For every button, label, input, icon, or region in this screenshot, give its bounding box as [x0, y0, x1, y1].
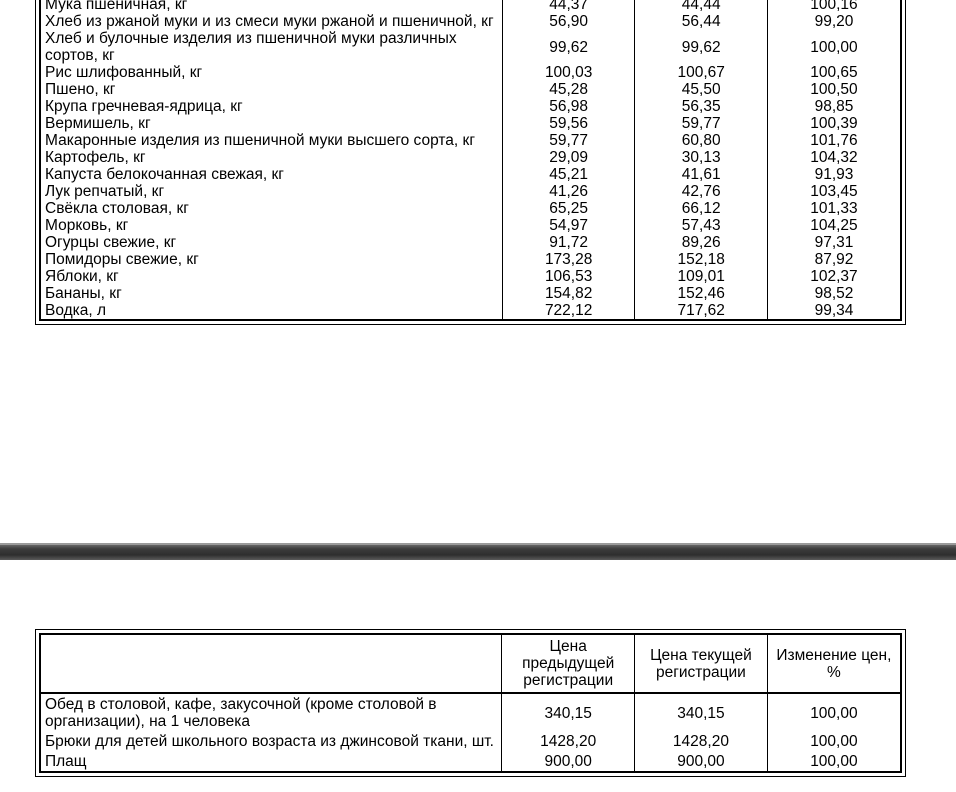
price-change: 98,85 [767, 98, 901, 115]
price-change: 87,92 [767, 251, 901, 268]
price-change: 100,39 [767, 115, 901, 132]
table-row [40, 115, 901, 132]
curr-price: 59,77 [635, 115, 768, 132]
product-name: Огурцы свежие, кг [40, 234, 502, 251]
product-name: Бананы, кг [40, 285, 502, 302]
product-name: Яблоки, кг [40, 268, 502, 285]
table-row [40, 30, 901, 64]
product-name: Хлеб и булочные изделия из пшеничной муки различных сортов, кг [40, 30, 502, 64]
prev-price: 91,72 [502, 234, 635, 251]
product-name: Рис шлифованный, кг [40, 64, 502, 81]
table-row [40, 183, 901, 200]
prev-price: 45,21 [502, 166, 635, 183]
price-table-services [35, 629, 906, 777]
table-row [40, 285, 901, 302]
price-change: 101,33 [767, 200, 901, 217]
curr-price: 1428,20 [635, 731, 768, 751]
product-name: Обед в столовой, кафе, закусочной (кроме столовой в организации), на 1 человека [40, 693, 502, 731]
curr-price: 41,61 [635, 166, 768, 183]
price-change: 99,34 [767, 302, 901, 320]
product-name: Брюки для детей школьного возраста из джинсовой ткани, шт. [40, 731, 502, 751]
services-price-table [39, 633, 902, 773]
table-row [40, 64, 901, 81]
product-name: Пшено, кг [40, 81, 502, 98]
prev-price: 59,56 [502, 115, 635, 132]
price-table-food [35, 0, 906, 325]
prev-price: 29,09 [502, 149, 635, 166]
product-name: Свёкла столовая, кг [40, 200, 502, 217]
price-change: 98,52 [767, 285, 901, 302]
prev-price: 154,82 [502, 285, 635, 302]
price-change: 100,16 [767, 0, 901, 13]
product-name: Помидоры свежие, кг [40, 251, 502, 268]
price-change: 101,76 [767, 132, 901, 149]
product-name: Плащ [40, 751, 502, 772]
product-name: Лук репчатый, кг [40, 183, 502, 200]
price-change: 91,93 [767, 166, 901, 183]
prev-price: 54,97 [502, 217, 635, 234]
price-change: 104,25 [767, 217, 901, 234]
prev-price: 44,37 [502, 0, 635, 13]
curr-price: 56,35 [635, 98, 768, 115]
table-header-row [40, 634, 901, 693]
table-row [40, 693, 901, 731]
prev-price: 722,12 [502, 302, 635, 320]
table-row [40, 217, 901, 234]
prev-price: 173,28 [502, 251, 635, 268]
product-name: Крупа гречневая-ядрица, кг [40, 98, 502, 115]
curr-price: 100,67 [635, 64, 768, 81]
table-row [40, 149, 901, 166]
table-row [40, 268, 901, 285]
table-row [40, 251, 901, 268]
curr-price: 56,44 [635, 13, 768, 30]
section-divider [0, 543, 956, 560]
header-prev-price: Цена предыдущей регистрации [502, 634, 635, 693]
prev-price: 1428,20 [502, 731, 635, 751]
table-row [40, 0, 901, 13]
table-row [40, 751, 901, 772]
price-change: 97,31 [767, 234, 901, 251]
prev-price: 59,77 [502, 132, 635, 149]
product-name: Морковь, кг [40, 217, 502, 234]
curr-price: 900,00 [635, 751, 768, 772]
prev-price: 106,53 [502, 268, 635, 285]
product-name: Вермишель, кг [40, 115, 502, 132]
curr-price: 66,12 [635, 200, 768, 217]
table-row [40, 132, 901, 149]
prev-price: 100,03 [502, 64, 635, 81]
product-name: Хлеб из ржаной муки и из смеси муки ржаной и пшеничной, кг [40, 13, 502, 30]
table-row [40, 302, 901, 320]
product-name: Картофель, кг [40, 149, 502, 166]
curr-price: 717,62 [635, 302, 768, 320]
prev-price: 900,00 [502, 751, 635, 772]
price-change: 100,00 [767, 30, 901, 64]
price-change: 103,45 [767, 183, 901, 200]
curr-price: 57,43 [635, 217, 768, 234]
header-curr-price: Цена текущей регистрации [635, 634, 768, 693]
table-row [40, 200, 901, 217]
prev-price: 340,15 [502, 693, 635, 731]
price-change: 99,20 [767, 13, 901, 30]
product-name: Капуста белокочанная свежая, кг [40, 166, 502, 183]
curr-price: 30,13 [635, 149, 768, 166]
table-row [40, 13, 901, 30]
table-row [40, 98, 901, 115]
table-row [40, 234, 901, 251]
header-blank [40, 634, 502, 693]
table-row [40, 81, 901, 98]
curr-price: 44,44 [635, 0, 768, 13]
curr-price: 152,18 [635, 251, 768, 268]
prev-price: 56,98 [502, 98, 635, 115]
curr-price: 109,01 [635, 268, 768, 285]
price-change: 102,37 [767, 268, 901, 285]
price-change: 100,00 [767, 731, 901, 751]
prev-price: 45,28 [502, 81, 635, 98]
price-change: 100,00 [767, 751, 901, 772]
curr-price: 99,62 [635, 30, 768, 64]
curr-price: 42,76 [635, 183, 768, 200]
product-name: Мука пшеничная, кг [40, 0, 502, 13]
prev-price: 99,62 [502, 30, 635, 64]
curr-price: 45,50 [635, 81, 768, 98]
price-change: 100,65 [767, 64, 901, 81]
header-price-change: Изменение цен, % [767, 634, 901, 693]
price-change: 104,32 [767, 149, 901, 166]
product-name: Макаронные изделия из пшеничной муки высшего сорта, кг [40, 132, 502, 149]
price-change: 100,00 [767, 693, 901, 731]
table-row [40, 166, 901, 183]
prev-price: 56,90 [502, 13, 635, 30]
table-row [40, 731, 901, 751]
product-name: Водка, л [40, 302, 502, 320]
price-change: 100,50 [767, 81, 901, 98]
curr-price: 340,15 [635, 693, 768, 731]
food-price-table [39, 0, 902, 321]
curr-price: 152,46 [635, 285, 768, 302]
curr-price: 60,80 [635, 132, 768, 149]
prev-price: 41,26 [502, 183, 635, 200]
curr-price: 89,26 [635, 234, 768, 251]
prev-price: 65,25 [502, 200, 635, 217]
